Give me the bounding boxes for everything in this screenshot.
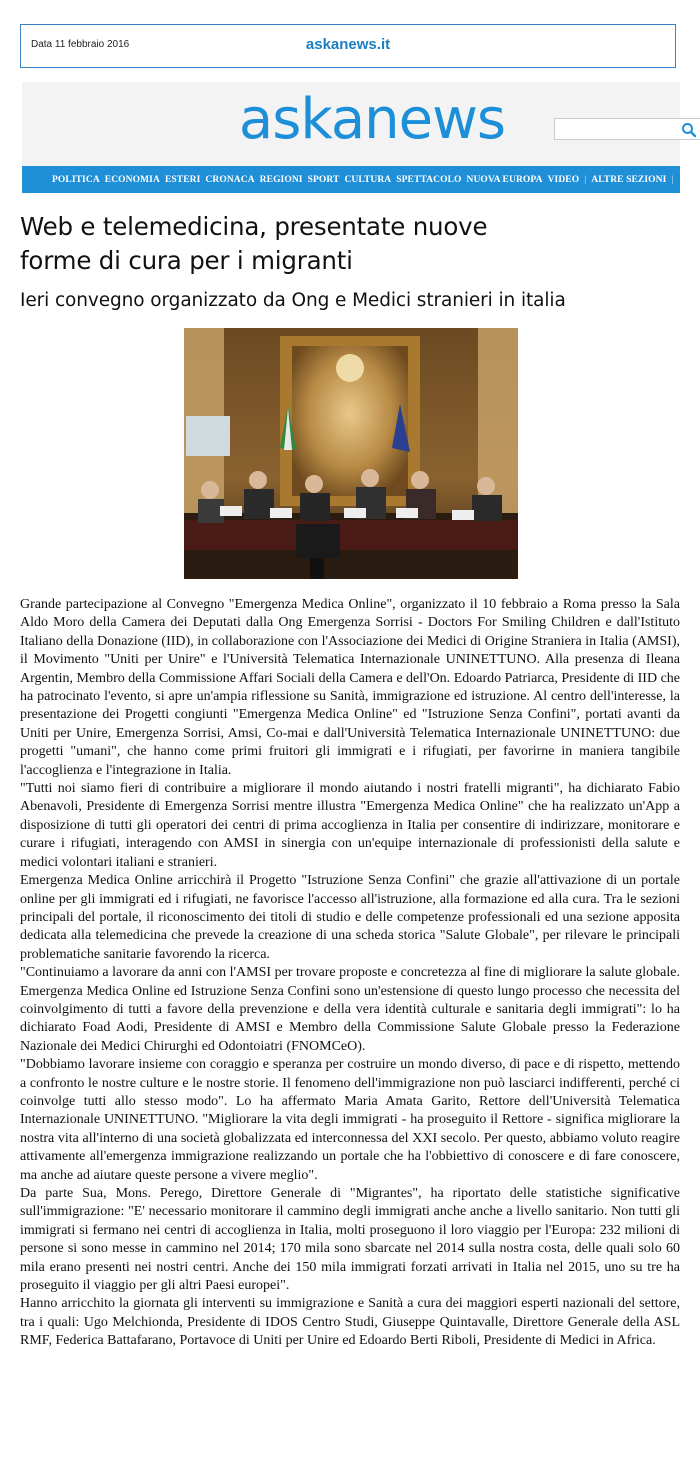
article-paragraph: "Dobbiamo lavorare insieme con coraggio e speranza per costruire un mondo diverso, di pace e di rispetto, mettendo a confronto le nostre culture e le nostre storie. Il fenomeno dell'immigrazione non può lasciarci indifferenti, perché ci coinvolge tutti allo stesso modo". Lo ha affermato Maria Amata Garito, Rettore dell'Università Telematica Internazionale UNINETTUNO. "Migliorare la vita degli immigrati - ha proseguito il Rettore - significa migliorare la nostra vita all'interno di una società globalizzata ed interconnessa del XXI secolo. Per questo, abbiamo voluto reagire attivamente all'emergenza immigrazione realizzando un portale che ha l'obbiettivo di conoscere e di fare conoscere, ma anche ad aiutare queste persone a vivere meglio". — [20, 1057, 680, 1183]
askanews-logo[interactable] — [182, 90, 562, 150]
article-paragraph: Da parte Sua, Mons. Perego, Direttore Generale di "Migrantes", ha riportato delle statistiche significative sull'immigrazione: "E' necessario monitorare il cammino degli immigrati anche anche a livello sanitario. Non tutti gli immigrati si fermano nei centri di accoglienza in Italia, molti proseguono il loro viaggio per l'Europa: 232 milioni di persone si sono messe in cammino nel 2014; 170 mila sono sbarcate nel 2014 sulla nostra costa, delle quali solo 60 mila erano presenti nei nostri centri. Anche dei 150 mila immigrati forzati arrivati in Italia nel 2015, uno su tre ha proseguito il viaggio per gli altri Paesi europei". — [20, 1186, 680, 1294]
article-paragraph: Grande partecipazione al Convegno "Emergenza Medica Online", organizzato il 10 febbraio a Roma presso la Sala Aldo Moro della Camera dei Deputati dalla Ong Emergenza Sorrisi - Doctors For Smiling Children e dall'Istituto Italiano della Donazione (IID), in collaborazione con l'Associazione dei Medici di Origine Straniera in Italia (AMSI), il Movimento "Uniti per Unire" e l'Università Telematica Internazionale UNINETTUNO. Alla presenza di Ileana Argentin, Membro della Commissione Affari Sociali della Camera e dell'On. Edoardo Patriarca, Presidente di IID che ha patrocinato l'evento, si apre un'ampia riflessione su Sanità, immigrazione ed istruzione. Al centro dell'interesse, la presentazione dei Progetti congiunti "Emergenza Medica Online" ed "Istruzione Senza Confini", portati avanti da Uniti per Unire, Emergenza Sorrisi, Amsi, Co-mai e dall'Università Telematica Internazionale UNINETTUNO: due progetti "umani", che hanno come primi fruitori gli immigrati e i rifugiati, per favorirne in maniera tangibile l'accoglienza e l'integrazione in Italia. — [20, 597, 680, 778]
nav-item-regioni[interactable]: REGIONI — [259, 174, 303, 185]
article-paragraph: Hanno arricchito la giornata gli interventi su immigrazione e Sanità a cura dei maggiori esperti nazionali del settore, tra i quali: Ugo Melchionda, Presidente di IDOS Centro Studi, Giuseppe Quintavalle, Direttore Generale della ASL RMF, Federica Battafarano, Portavoce di Uniti per Unire ed Edoardo Berti Riboli, Presidente di Medici in Africa. — [20, 1296, 680, 1349]
article-paragraph: Emergenza Medica Online arricchirà il Progetto "Istruzione Senza Confini" che grazie all'attivazione di un portale online per gli immigrati ed i rifugiati, ne favorisce l'accesso all'istruzione, alla formazione ed alla cura. Tra le sezioni principali del portale, il riconoscimento dei titoli di studio e delle competenze professionali ed una sezione apposita dedicata alla telemedicina che prevede la creazione di una scheda storica "Salute Globale", per rilevare le principali problematiche sanitarie favorendo la ricerca. — [20, 873, 680, 962]
article-paragraph: "Tutti noi siamo fieri di contribuire a migliorare il mondo aiutando i nostri fratelli migranti", ha dichiarato Fabio Abenavoli, Presidente di Emergenza Sorrisi mentre illustra "Emergenza Medica Online" che ha realizzato un'App a disposizione di tutti gli operatori dei centri di prima accoglienza in Italia per consentire di indirizzare, monitorare e curare i rifugiati, interagendo con AMSI in sinergia con un'equipe internazionale di professionisti della salute e medici volontari italiani e stranieri. — [20, 781, 680, 870]
article-body — [20, 596, 680, 1351]
logo-text: askanews — [238, 90, 506, 150]
article-subtitle: Ieri convegno organizzato da Ong e Medici stranieri in italia — [20, 290, 566, 311]
nav-item-spettacolo[interactable]: SPETTACOLO — [396, 174, 462, 185]
nav-item-sport[interactable]: SPORT — [307, 174, 340, 185]
article-headline — [20, 210, 540, 278]
article-photo — [184, 328, 518, 579]
publication-date: Data 11 febbraio 2016 — [31, 39, 130, 50]
search-icon[interactable] — [681, 122, 697, 138]
section-nav — [22, 166, 680, 193]
nav-divider: | — [671, 174, 674, 185]
headline-line-2: forme di cura per i migranti — [20, 246, 353, 275]
nav-item-politica[interactable]: POLITICA — [52, 174, 100, 185]
article-paragraph: "Continuiamo a lavorare da anni con l'AMSI per trovare proposte e concretezza al fine di migliorare la salute globale. Emergenza Medica Online ed Istruzione Senza Confini sono un'estensione di questo lungo processo che necessita del coinvolgimento di tutti a favore della prevenzione e della vera identità culturale e sanitaria degli immigrati": lo ha dichiarato Foad Aodi, Presidente di AMSI e Membro della Commissione Salute Globale presso la Federazione Nazionale dei Medici Chirurghi ed Odontoiatri (FNOMCeO). — [20, 965, 680, 1054]
nav-item-esteri[interactable]: ESTERI — [164, 174, 201, 185]
headline-line-1: Web e telemedicina, presentate nuove — [20, 212, 488, 241]
top-bar — [20, 24, 676, 68]
nav-item-cronaca[interactable]: CRONACA — [205, 174, 255, 185]
nav-item-cultura[interactable]: CULTURA — [344, 174, 392, 185]
search-box[interactable] — [554, 118, 700, 140]
nav-item-video[interactable]: VIDEO — [547, 174, 580, 185]
nav-item-economia[interactable]: ECONOMIA — [104, 174, 160, 185]
site-name-link[interactable]: askanews.it — [305, 36, 391, 53]
nav-item-nuova-europa[interactable]: NUOVA EUROPA — [466, 174, 543, 185]
masthead — [22, 82, 680, 166]
nav-divider: | — [584, 174, 587, 185]
nav-item-altre-sezioni[interactable]: ALTRE SEZIONI — [591, 174, 667, 185]
